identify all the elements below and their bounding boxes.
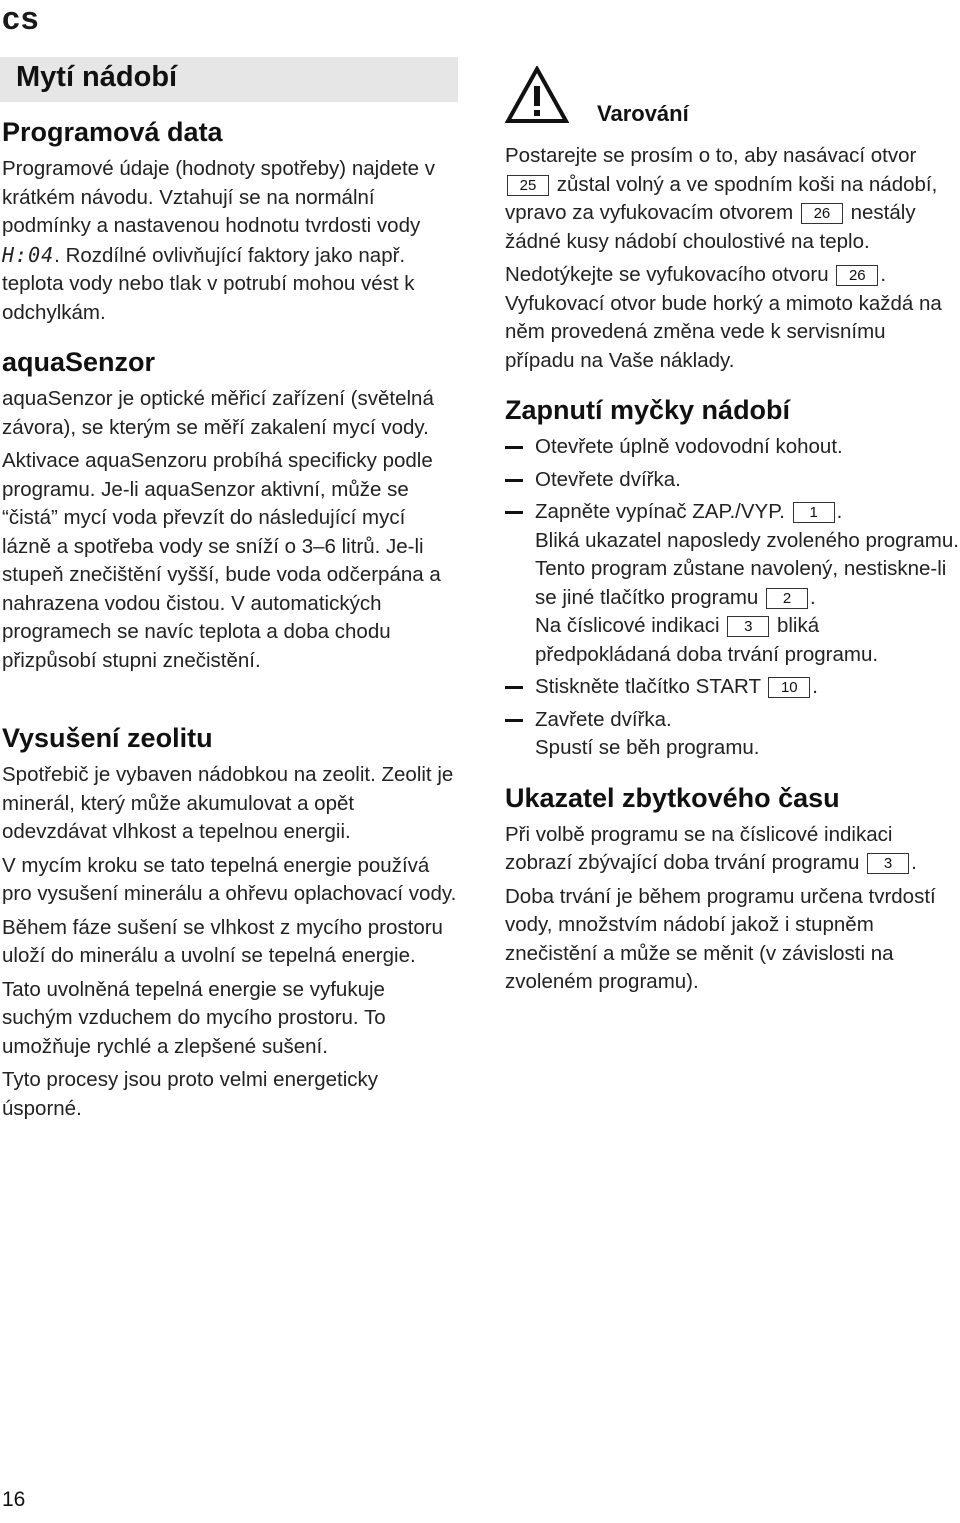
step-text: Zapněte vypínač ZAP./VYP. bbox=[535, 500, 791, 523]
warning-text: Nedotýkejte se vyfukovacího otvoru bbox=[505, 263, 835, 286]
warning-text: nestály žádné kusy nádobí choulostivé na teplo. bbox=[505, 201, 916, 253]
program-data-text bbox=[2, 155, 457, 327]
remaining-text: . bbox=[911, 851, 917, 874]
aquasensor-paragraph-1: aquaSenzor je optické měřicí zařízení (světelná závora), se kterým se měří zakalení mycí vody. bbox=[2, 387, 434, 439]
dash-bullet-icon bbox=[505, 719, 523, 722]
switch-on-heading: Zapnutí myčky nádobí bbox=[505, 395, 791, 425]
ref-box-3: 3 bbox=[867, 853, 909, 874]
warning-text: . Vyfukovací otvor bude horký a mimoto každá na něm provedená změna vede k servisnímu případu na Vaše náklady. bbox=[505, 263, 942, 372]
dash-bullet-icon bbox=[505, 686, 523, 689]
warning-paragraph-2 bbox=[505, 261, 960, 375]
step-text: Otevřete dvířka. bbox=[535, 467, 681, 491]
left-column bbox=[2, 115, 457, 1128]
warning-paragraph-1 bbox=[505, 142, 960, 256]
warning-text: zůstal volný a ve spodním koši na nádobí, vpravo za vyfukovacím otvorem bbox=[505, 172, 938, 224]
remaining-time-paragraph-1 bbox=[505, 821, 960, 878]
ref-box-1: 1 bbox=[793, 502, 835, 523]
step-text: Na číslicové indikaci bbox=[535, 614, 726, 637]
list-item bbox=[505, 498, 960, 669]
zeolite-paragraph-5: Tyto procesy jsou proto velmi energeticky úsporné. bbox=[2, 1068, 378, 1120]
aquasensor-heading: aquaSenzor bbox=[2, 347, 156, 377]
step-text: Spustí se běh programu. bbox=[535, 736, 760, 759]
program-data-text-a: Programové údaje (hodnoty spotřeby) najdete v krátkém návodu. Vztahují se na normální podmínky a nastavenou hodnotu tvrdosti vody bbox=[2, 157, 436, 237]
section-header-band bbox=[0, 57, 458, 102]
zeolite-paragraph-2: V mycím kroku se tato tepelná energie používá pro vysušení minerálu a ohřevu oplachovací vody. bbox=[2, 853, 457, 905]
warning-triangle-icon bbox=[505, 66, 569, 124]
dash-bullet-icon bbox=[505, 511, 523, 514]
ref-box-2: 2 bbox=[766, 588, 808, 609]
program-data-text-b: . Rozdílné ovlivňující faktory jako např. teplota vody nebo tlak v potrubí mohou vést k odchylkám. bbox=[2, 243, 415, 324]
zeolite-paragraph-1: Spotřebič je vybaven nádobkou na zeolit. Zeolit je minerál, který může akumulovat a opět odevzdávat vlhkost a tepelnou energii. bbox=[2, 763, 454, 843]
remaining-time-paragraph-2: Doba trvání je během programu určena tvrdostí vody, množstvím nádobí jakož i stupněm znečistění a může se měnit (v závislosti na zvoleném programu). bbox=[505, 884, 936, 993]
warning-header bbox=[505, 60, 960, 142]
zeolite-heading: Vysušení zeolitu bbox=[2, 723, 213, 753]
step-text: bliká předpokládaná doba trvání programu. bbox=[535, 614, 879, 666]
step-text: Bliká ukazatel naposledy zvoleného programu. Tento program zůstane navolený, nestiskne-li se jiné tlačítko programu bbox=[535, 528, 959, 609]
zeolite-paragraph-4: Tato uvolněná tepelná energie se vyfukuje suchým vzduchem do mycího prostoru. To umožňuje rychlé a zlepšené sušení. bbox=[2, 977, 386, 1058]
ref-box-26: 26 bbox=[801, 203, 843, 224]
aquasensor-paragraph-2: Aktivace aquaSenzoru probíhá specificky podle programu. Je-li aquaSenzor aktivní, může se “čistá” mycí voda převzít do následující mycí lázně a spotřeba vody se sníží o 3–6 litrů. Je-li stupeň znečištění vyšší, bude voda odčerpána a nahrazena vodou čistou. V automatických programech se navíc teplota a doba chodu přizpůsobí stupni znečistění. bbox=[2, 449, 441, 672]
ref-box-3: 3 bbox=[727, 616, 769, 637]
step-text: . bbox=[812, 675, 818, 698]
warning-title: Varování bbox=[597, 101, 689, 126]
ref-box-10: 10 bbox=[768, 677, 810, 698]
switch-on-steps bbox=[505, 433, 960, 763]
water-hardness-lcd-value: H:04 bbox=[2, 242, 55, 267]
page-number: 16 bbox=[2, 1488, 26, 1511]
step-text: Otevřete úplně vodovodní kohout. bbox=[535, 435, 843, 458]
warning-text: Postarejte se prosím o to, aby nasávací otvor bbox=[505, 144, 917, 167]
step-text: Zavřete dvířka. bbox=[535, 707, 672, 731]
step-text: . bbox=[810, 585, 816, 609]
section-title: Mytí nádobí bbox=[16, 61, 178, 93]
list-item bbox=[505, 673, 960, 702]
step-text: Stiskněte tlačítko START bbox=[535, 675, 767, 698]
step-text: . bbox=[836, 500, 843, 523]
ref-box-26: 26 bbox=[836, 265, 878, 286]
ref-box-25: 25 bbox=[507, 175, 549, 196]
program-data-heading: Programová data bbox=[2, 117, 223, 147]
language-code: cs bbox=[2, 0, 40, 36]
zeolite-paragraph-3: Během fáze sušení se vlhkost z mycího prostoru uloží do minerálu a uvolní se tepelná energie. bbox=[2, 915, 443, 967]
remaining-text: Při volbě programu se na číslicové indikaci zobrazí zbývající doba trvání programu bbox=[505, 822, 893, 874]
list-item bbox=[505, 466, 960, 495]
list-item bbox=[505, 433, 960, 462]
remaining-time-heading: Ukazatel zbytkového času bbox=[505, 782, 840, 813]
dash-bullet-icon bbox=[505, 446, 523, 449]
list-item bbox=[505, 706, 960, 763]
right-column bbox=[505, 60, 960, 1002]
dash-bullet-icon bbox=[505, 479, 523, 482]
